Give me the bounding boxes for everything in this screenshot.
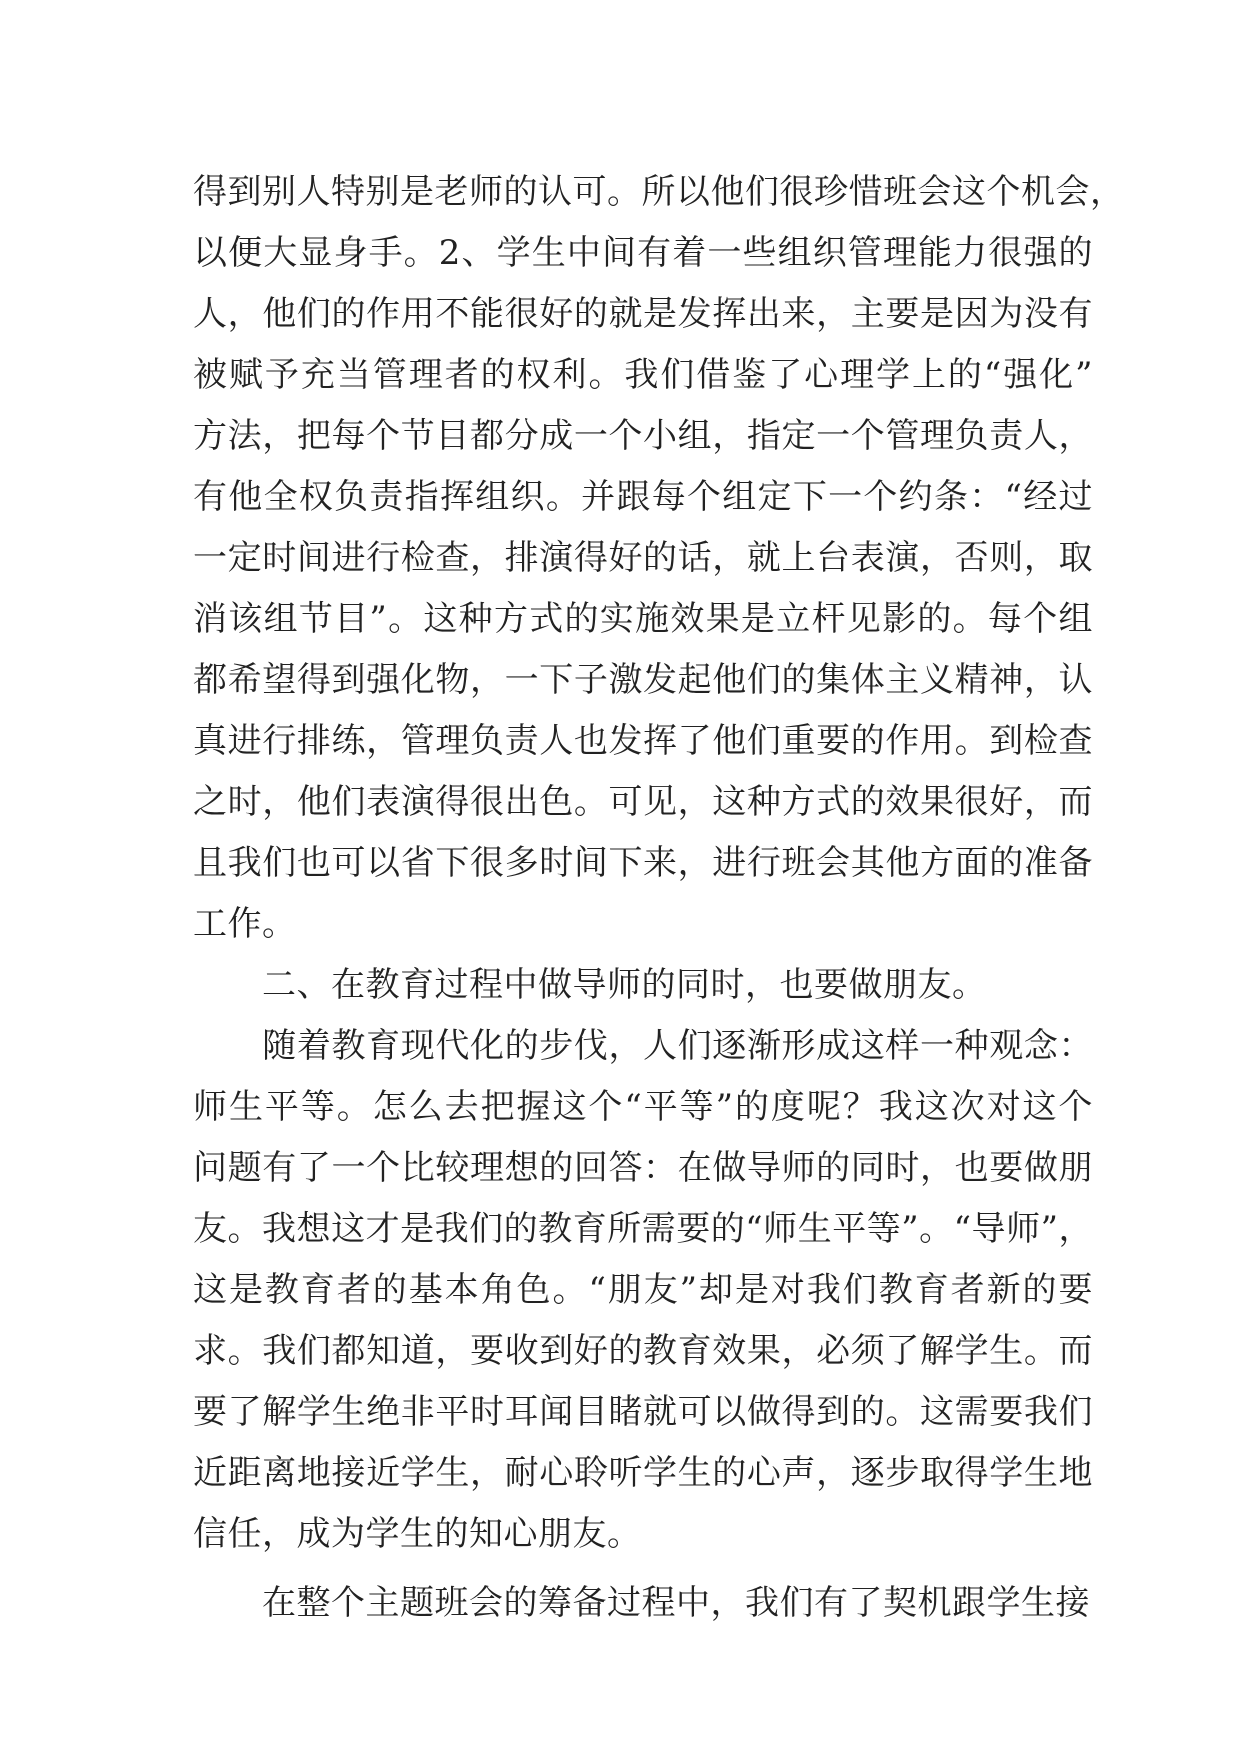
text-line: 这是教育者的基本角色。“朋友”却是对我们教育者新的要 [193, 1270, 1093, 1310]
text-line: 人，他们的作用不能很好的就是发挥出来，主要是因为没有 [193, 294, 1093, 334]
text-line: 以便大显身手。2、学生中间有着一些组织管理能力很强的 [193, 233, 1093, 273]
paragraph-3 [193, 1573, 1093, 1634]
document-body [193, 162, 1125, 1634]
text-line: 二、在教育过程中做导师的同时，也要做朋友。 [193, 965, 987, 1005]
paragraph-1 [193, 162, 1125, 955]
text-line: 方法，把每个节目都分成一个小组，指定一个管理负责人， [193, 416, 1093, 456]
text-line: 且我们也可以省下很多时间下来，进行班会其他方面的准备 [193, 843, 1093, 883]
text-line: 之时，他们表演得很出色。可见，这种方式的效果很好，而 [193, 782, 1093, 822]
text-line: 被赋予充当管理者的权利。我们借鉴了心理学上的“强化” [193, 355, 1093, 395]
text-line: 真进行排练，管理负责人也发挥了他们重要的作用。到检查 [193, 721, 1093, 761]
text-line: 师生平等。怎么去把握这个“平等”的度呢？我这次对这个 [193, 1087, 1093, 1127]
text-line: 近距离地接近学生，耐心聆听学生的心声，逐步取得学生地 [193, 1453, 1093, 1493]
text-line: 得到别人特别是老师的认可。所以他们很珍惜班会这个机会， [193, 172, 1125, 212]
text-line: 一定时间进行检查，排演得好的话，就上台表演，否则，取 [193, 538, 1093, 578]
section-heading [193, 955, 1093, 1016]
text-line: 在整个主题班会的筹备过程中，我们有了契机跟学生接 [193, 1583, 1090, 1623]
paragraph-2 [193, 1016, 1093, 1565]
text-line: 求。我们都知道，要收到好的教育效果，必须了解学生。而 [193, 1331, 1093, 1371]
text-line: 要了解学生绝非平时耳闻目睹就可以做得到的。这需要我们 [193, 1392, 1093, 1432]
text-line: 友。我想这才是我们的教育所需要的“师生平等”。“导师”， [193, 1209, 1093, 1249]
text-line: 都希望得到强化物，一下子激发起他们的集体主义精神，认 [193, 660, 1093, 700]
text-line: 信任，成为学生的知心朋友。 [193, 1514, 642, 1554]
text-line: 问题有了一个比较理想的回答：在做导师的同时，也要做朋 [193, 1148, 1093, 1188]
text-line: 工作。 [193, 904, 297, 944]
text-line: 有他全权负责指挥组织。并跟每个组定下一个约条：“经过 [193, 477, 1093, 517]
text-line: 随着教育现代化的步伐，人们逐渐形成这样一种观念： [193, 1026, 1093, 1066]
paragraph-spacer [193, 1565, 1093, 1573]
text-line: 消该组节目”。这种方式的实施效果是立杆见影的。每个组 [193, 599, 1093, 639]
